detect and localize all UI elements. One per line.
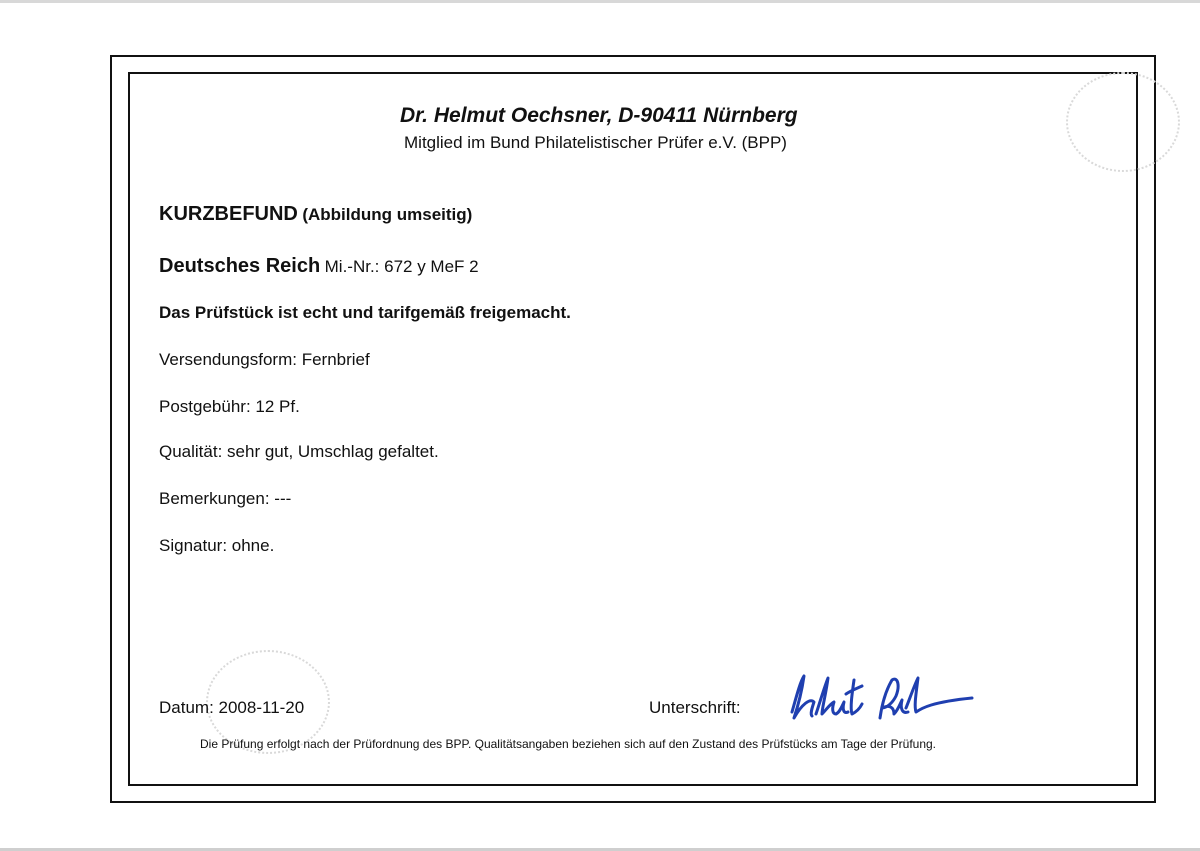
signature-label: Unterschrift: [649,698,741,717]
title-main: KURZBEFUND [159,203,298,225]
title-sub: (Abbildung umseitig) [302,205,473,224]
item-catalog: Mi.-Nr.: 672 y MeF 2 [324,257,479,276]
date-field: Datum: 2008-11-20 [159,698,305,717]
verdict: Das Prüfstück ist echt und tarifgemäß freigemacht. [159,303,571,322]
examiner-name: Dr. Helmut Oechsner, D-90411 Nürnberg [400,104,798,127]
field-versendungsform: Versendungsform: Fernbrief [159,350,370,369]
field-postgebuehr: Postgebühr: 12 Pf. [159,397,300,416]
footer-note: Die Prüfung erfolgt nach der Prüfordnung des BPP. Qualitätsangaben beziehen sich auf den Zustand des Prüfstücks am Tage der Prüfung. [200,737,937,751]
field-bemerkungen: Bemerkungen: --- [159,489,292,508]
membership-line: Mitglied im Bund Philatelistischer Prüfer e.V. (BPP) [404,133,787,152]
item-line [159,255,479,278]
field-qualitaet: Qualität: sehr gut, Umschlag gefaltet. [159,442,439,461]
handwritten-signature [782,668,982,728]
document-title [159,203,472,226]
item-area: Deutsches Reich [159,255,321,277]
field-signatur: Signatur: ohne. [159,536,275,555]
embossed-seal-top-right [1066,72,1180,172]
page-edge-top [0,0,1200,3]
